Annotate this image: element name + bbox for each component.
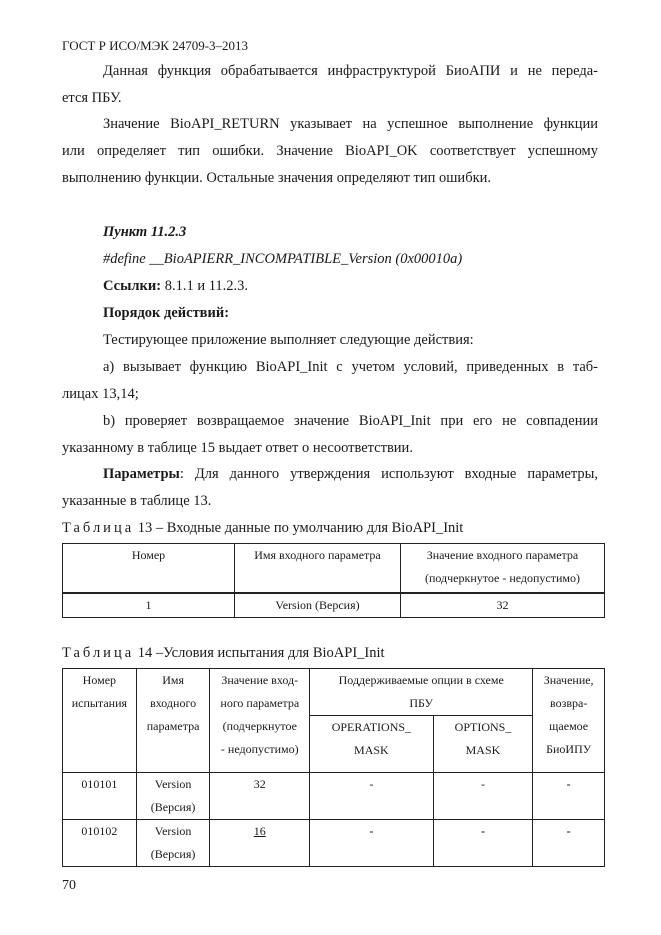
table-14-cell-value (210, 820, 310, 867)
table-14-cell-name (136, 820, 210, 867)
paragraph-2-line-1: Значение BioAPI_RETURN указывает на успешное выполнение функции (103, 116, 598, 132)
table-13-header-name: Имя входного параметра (235, 544, 401, 593)
table-14-header-number (63, 669, 137, 773)
step-a-line-2: лицах 13,14; (62, 386, 139, 402)
table-14-header-options-line: Поддерживаемые опции в схеме (338, 673, 504, 687)
table-14-cell-return: - (533, 773, 605, 820)
table-14-header-return-line: Значение, (543, 673, 594, 687)
paragraph-2-line-2: или определяет тип ошибки. Значение BioAPI_OK соответствует успешному (62, 143, 598, 159)
table-14 (62, 668, 605, 867)
procedure-label: Порядок действий: (103, 305, 230, 321)
params-line-1 (103, 466, 598, 483)
table-14-cell-return: - (533, 820, 605, 867)
references-label: Ссылки: (103, 278, 162, 294)
table-14-cell-number: 010101 (63, 773, 137, 820)
table-14-header-return-line: БиоИПУ (546, 742, 592, 756)
table-14-header-name-line: Имя (162, 673, 184, 687)
table-14-header-value-line: ного параметра (220, 696, 300, 710)
params-line-2: указанные в таблице 13. (62, 493, 212, 509)
table-13-header-value (401, 544, 605, 593)
table-14-cell-operations: - (310, 820, 434, 867)
paragraph-2-line-3: выполнению функции. Остальные значения определяют тип ошибки. (62, 170, 492, 186)
table-row (63, 773, 605, 820)
table-13-caption-word: Таблица (62, 520, 135, 536)
table-14-cell-value: 32 (210, 773, 310, 820)
step-b-line-1: b) проверяет возвращаемое значение BioAPI_Init при его не совпадении (103, 413, 598, 429)
table-13-caption (62, 520, 463, 537)
table-13-cell-value: 32 (401, 593, 605, 618)
table-14-header-operations-line: OPERATIONS_ (331, 720, 412, 734)
table-14-cell-options: - (433, 820, 533, 867)
step-a-line-1: а) вызывает функцию BioAPI_Init с учетом условий, приведенных в таб- (103, 359, 598, 375)
page-number: 70 (62, 878, 76, 893)
table-14-cell-name (136, 773, 210, 820)
table-13-header-value-line-1: Значение входного параметра (426, 548, 579, 562)
table-14-cell-name-line: (Версия) (150, 847, 196, 861)
table-14-header-value-line: - недопустимо) (220, 742, 299, 756)
table-13-cell-number: 1 (63, 593, 235, 618)
params-label: Параметры (103, 466, 180, 482)
table-14-cell-value-underlined: 16 (253, 824, 266, 838)
references (103, 278, 598, 295)
table-13 (62, 543, 605, 618)
table-14-header-number-line: Номер (82, 673, 117, 687)
table-row (63, 593, 605, 618)
table-14-header-options-line: ПБУ (409, 696, 434, 710)
table-14-cell-options: - (433, 773, 533, 820)
table-13-cell-name: Version (Версия) (235, 593, 401, 618)
params-text: : Для данного утверждения используют входные параметры, (179, 466, 598, 482)
table-14-header-number-line: испытания (71, 696, 128, 710)
table-14-header-operations-line: MASK (354, 743, 389, 757)
table-14-header-operations-mask (310, 716, 434, 773)
paragraph-1-line-1: Данная функция обрабатывается инфраструктурой БиоАПИ и не переда- (103, 63, 598, 79)
table-14-header-name (136, 669, 210, 773)
clause-title: Пункт 11.2.3 (103, 224, 187, 240)
table-14-cell-name-line: Version (154, 824, 192, 838)
table-14-header-value-line: Значение вход- (221, 673, 299, 687)
document-header: ГОСТ Р ИСО/МЭК 24709-3–2013 (62, 38, 249, 53)
table-14-header-value-line: (подчеркнутое (222, 719, 297, 733)
table-14-header-options (310, 669, 533, 716)
table-14-cell-name-line: (Версия) (150, 800, 196, 814)
table-14-header-return-line: щаемое (549, 719, 589, 733)
procedure-intro: Тестирующее приложение выполняет следующие действия: (103, 332, 474, 348)
table-14-caption-text: 14 –Условия испытания для BioAPI_Init (134, 645, 385, 661)
table-13-caption-text: 13 – Входные данные по умолчанию для BioAPI_Init (134, 520, 464, 536)
table-14-header-name-line: параметра (146, 719, 200, 733)
table-14-header-return-line: возвра- (550, 696, 588, 710)
table-14-header-name-line: входного (150, 696, 197, 710)
references-value: 8.1.1 и 11.2.3. (161, 278, 249, 294)
table-14-caption-word: Таблица (62, 645, 135, 661)
table-13-header-value-line-2: (подчеркнутое - недопустимо) (424, 571, 581, 585)
table-14-cell-operations: - (310, 773, 434, 820)
table-14-header-value (210, 669, 310, 773)
table-13-header-number: Номер (63, 544, 235, 593)
paragraph-1-line-2: ется ПБУ. (62, 90, 122, 106)
table-14-header-return (533, 669, 605, 773)
table-14-header-options-mask (433, 716, 533, 773)
table-14-cell-number: 010102 (63, 820, 137, 867)
table-14-header-optmask-line: OPTIONS_ (454, 720, 512, 734)
table-14-header-optmask-line: MASK (465, 743, 501, 757)
define-statement: #define __BioAPIERR_INCOMPATIBLE_Version (0x00010a) (103, 251, 463, 267)
table-row (63, 820, 605, 867)
table-14-cell-name-line: Version (154, 777, 192, 791)
table-14-caption (62, 645, 385, 662)
step-b-line-2: указанному в таблице 15 выдает ответ о несоответствии. (62, 440, 413, 456)
